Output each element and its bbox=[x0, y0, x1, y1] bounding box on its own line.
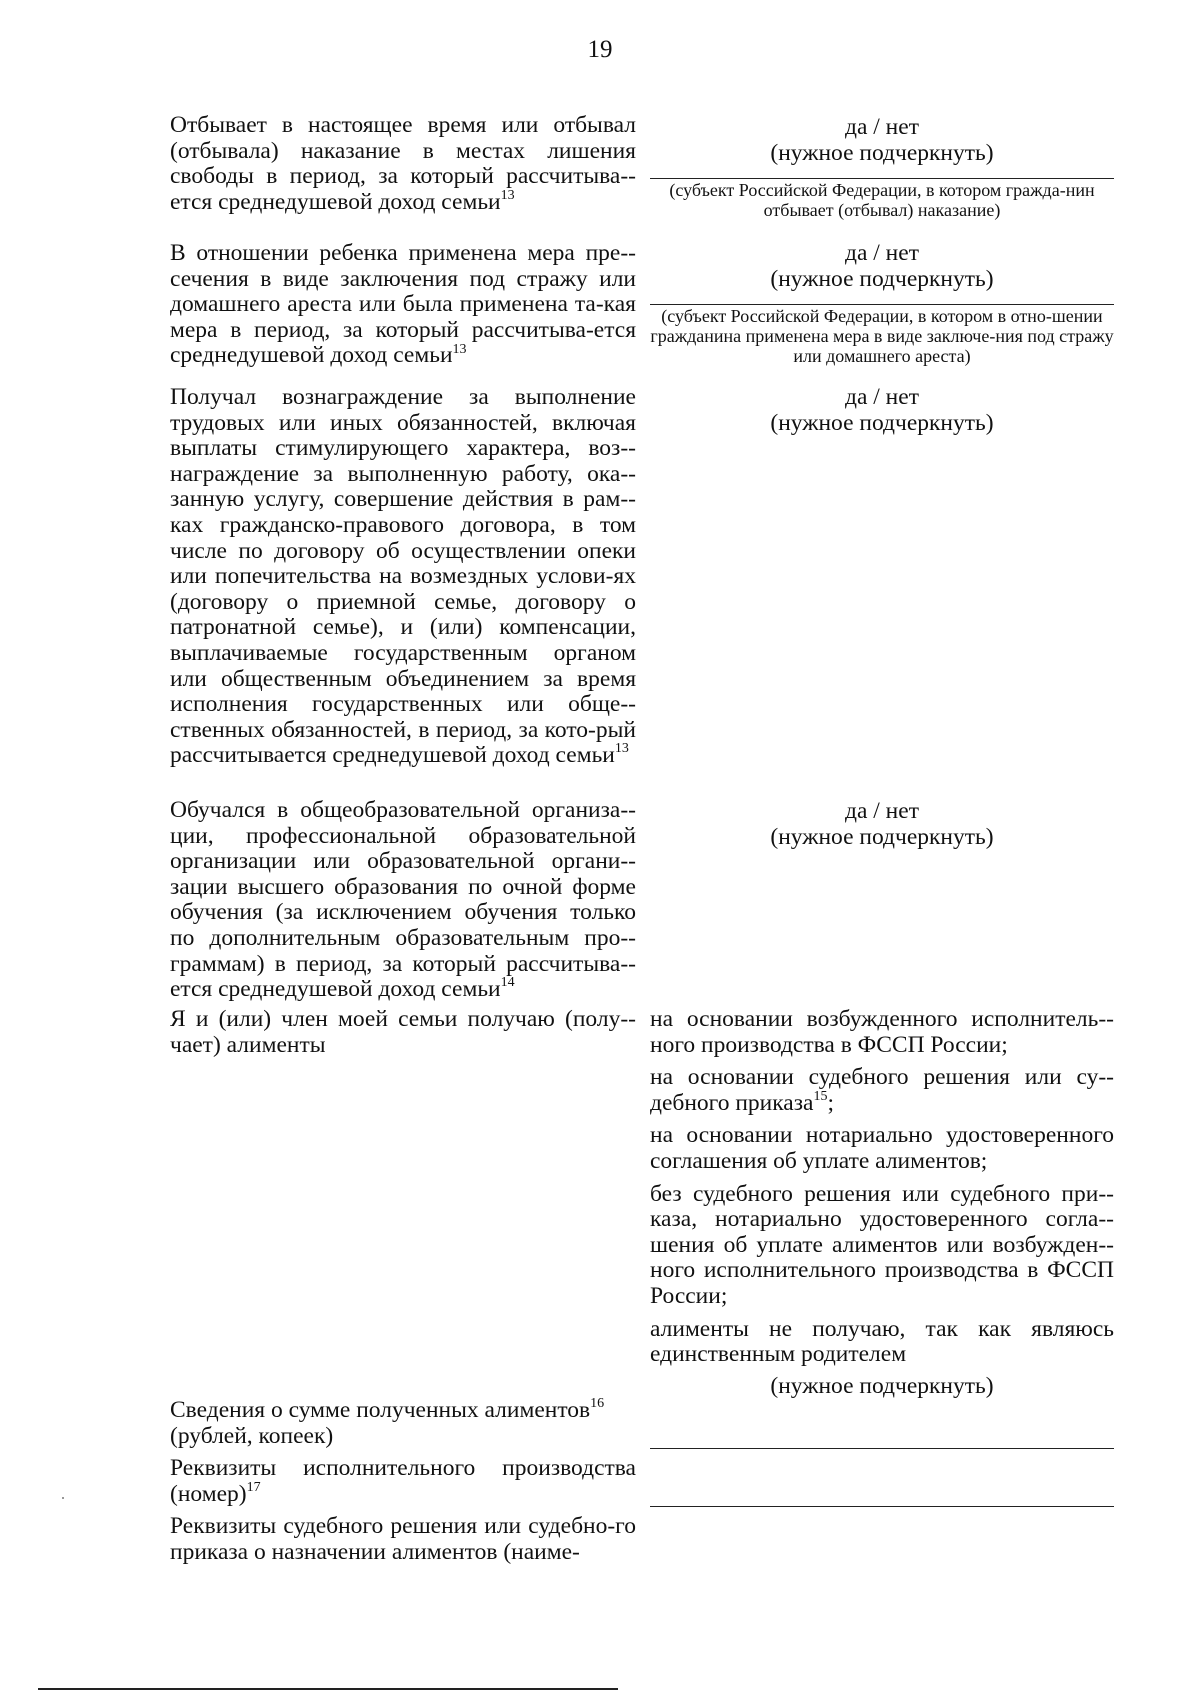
footnote-ref: 17 bbox=[246, 1479, 261, 1495]
label-text: Реквизиты судебного решения или судебно-го приказа о назначении алиментов (наиме- bbox=[170, 1513, 636, 1565]
fill-in-line[interactable] bbox=[650, 1506, 1114, 1507]
option-single-parent[interactable] bbox=[650, 1317, 1114, 1368]
option-text: на основании нотариально удостоверенного соглашения об уплате алиментов; bbox=[650, 1122, 1114, 1174]
option-punctuation: ; bbox=[827, 1089, 834, 1116]
footnote-ref: 15 bbox=[813, 1088, 828, 1104]
label-text: Я и (или) член моей семьи получаю (полу-чает) алименты bbox=[170, 1006, 636, 1058]
label-text: В отношении ребенка применена мера пре-сечения в виде заключения под стражу или домашнего ареста или была применена та-кая мера в период, за который рассчитыва-ется среднедушевой доход семьи bbox=[170, 240, 636, 369]
row-label bbox=[170, 1456, 636, 1507]
label-text-unit: (рублей, копеек) bbox=[170, 1422, 334, 1449]
row-label bbox=[170, 1007, 636, 1058]
label-text: Обучался в общеобразовательной организа-ции, профессиональной образовательной организации или образовательной органи-зации высшего образования по очной форме обучения (за исключением обучения только по дополнительным образовательным про-граммам) в период, за который рассчитыва-ется среднедушевой доход семьи bbox=[170, 797, 636, 1003]
option-text: на основании возбужденного исполнитель-ного производства в ФССП России; bbox=[650, 1006, 1114, 1058]
yes-no-choice[interactable]: да / нет bbox=[845, 240, 919, 266]
label-text: Сведения о сумме полученных алиментов bbox=[170, 1397, 591, 1423]
answer-block bbox=[650, 1448, 1114, 1449]
footnote-ref: 13 bbox=[614, 741, 629, 757]
option-court-decision[interactable] bbox=[650, 1065, 1114, 1116]
yes-no-choice[interactable]: да / нет bbox=[845, 114, 919, 140]
choice-hint: (нужное подчеркнуть) bbox=[770, 265, 994, 292]
fill-in-line[interactable] bbox=[650, 178, 1114, 179]
answer-block bbox=[650, 115, 1114, 220]
label-text: Отбывает в настоящее время или отбывал (отбывала) наказание в местах лишения свободы в период, за который рассчитыва-ется среднедушевой доход семьи bbox=[170, 112, 636, 215]
choice-hint: (нужное подчеркнуть) bbox=[770, 1372, 994, 1399]
label-text: Получал вознаграждение за выполнение трудовых или иных обязанностей, включая выплаты стимулирующего характера, воз-награждение за выполненную работу, ока-занную услугу, совершение действия в рам-ках гражданско-правового договора, в том числе по договору об осуществлении опеки или попечительства на возмездных услови-ях (договору о приемной семье, договору о патронатной семье), и (или) компенсации, выплачиваемые государственным органом или общественным объединением за время исполнения государственных или обще-ственных обязанностей, в период, за кото-рый рассчитывается среднедушевой доход семьи bbox=[170, 384, 636, 769]
yes-no-choice[interactable]: да / нет bbox=[845, 798, 919, 824]
option-text: алименты не получаю, так как являюсь единственным родителем bbox=[650, 1315, 1114, 1368]
option-text: на основании судебного решения или су-дебного приказа bbox=[650, 1064, 1114, 1116]
option-text: без судебного решения или судебного при-каза, нотариально удостоверенного согла-шения об уплате алиментов или возбужден-ного исполнительного производства в ФССП России; bbox=[650, 1180, 1114, 1309]
footnote-ref: 13 bbox=[500, 187, 515, 203]
option-no-court-decision[interactable] bbox=[650, 1182, 1114, 1310]
row-label bbox=[170, 1398, 636, 1449]
footnote-separator bbox=[38, 1688, 618, 1690]
footnote-ref: 13 bbox=[452, 341, 467, 357]
footnote-ref: 16 bbox=[590, 1396, 605, 1412]
choice-hint: (нужное подчеркнуть) bbox=[770, 409, 994, 436]
answer-block bbox=[650, 799, 1114, 850]
row-label bbox=[170, 1514, 636, 1565]
row-label bbox=[170, 385, 636, 769]
row-label bbox=[170, 113, 636, 215]
answer-block bbox=[650, 241, 1114, 366]
choice-hint: (нужное подчеркнуть) bbox=[770, 139, 994, 166]
answer-block bbox=[650, 1506, 1114, 1507]
alimony-options bbox=[650, 1007, 1114, 1399]
page-number: 19 bbox=[587, 36, 613, 63]
option-enforcement-proceedings[interactable] bbox=[650, 1007, 1114, 1058]
row-label bbox=[170, 798, 636, 1003]
option-notarized-agreement[interactable] bbox=[650, 1123, 1114, 1174]
row-label bbox=[170, 241, 636, 369]
fill-in-line[interactable] bbox=[650, 304, 1114, 305]
fill-in-line[interactable] bbox=[650, 1448, 1114, 1449]
choice-hint: (нужное подчеркнуть) bbox=[770, 823, 994, 850]
field-caption: (субъект Российской Федерации, в котором гражда-нин отбывает (отбывал) наказание) bbox=[669, 180, 1095, 221]
answer-block bbox=[650, 385, 1114, 436]
field-caption: (субъект Российской Федерации, в котором в отно-шении гражданина применена мера в виде заключе-ния под стражу или домашнего ареста) bbox=[650, 306, 1114, 367]
label-text: Реквизиты исполнительного производства (номер) bbox=[170, 1455, 636, 1507]
yes-no-choice[interactable]: да / нет bbox=[845, 384, 919, 410]
scan-speck bbox=[62, 1497, 64, 1499]
footnote-ref: 14 bbox=[500, 975, 515, 991]
